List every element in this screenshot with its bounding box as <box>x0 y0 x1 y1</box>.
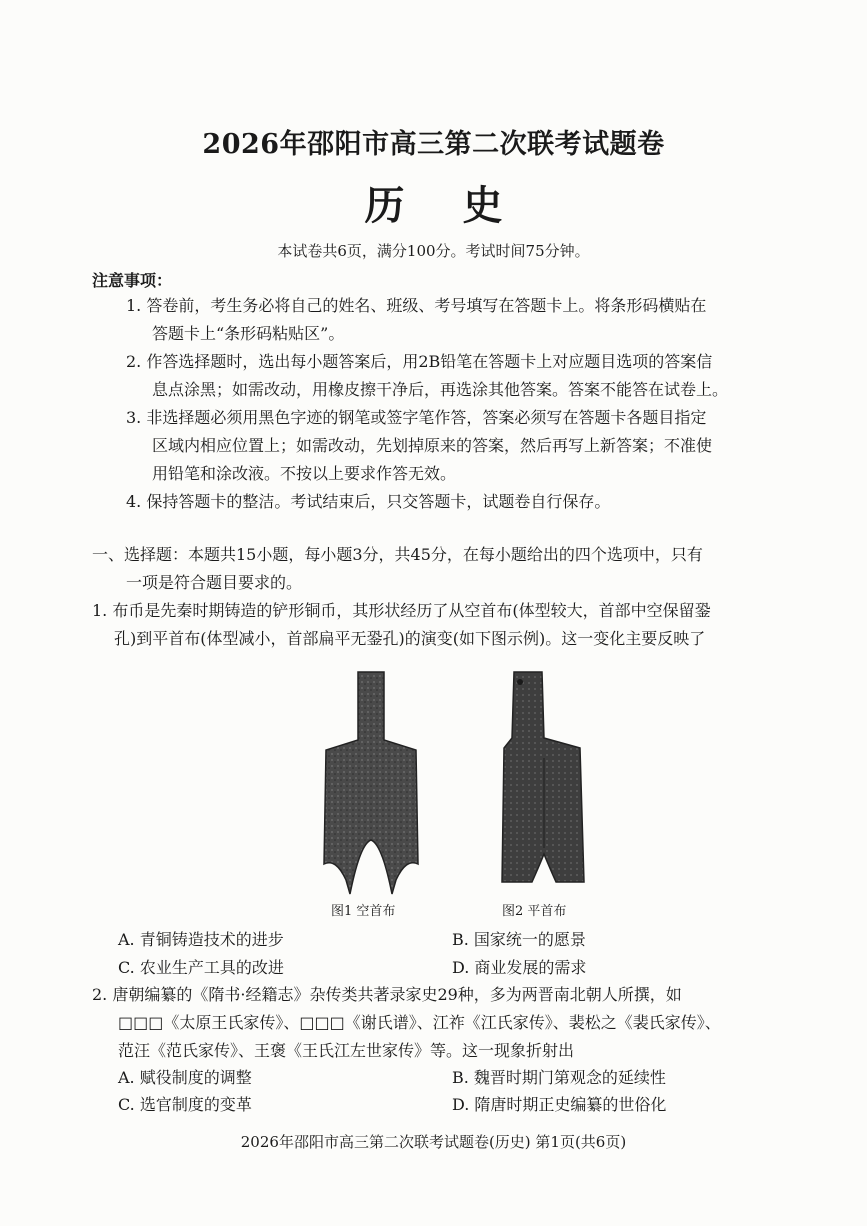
exam-title: 2026年邵阳市高三第二次联考试题卷 <box>202 129 665 160</box>
notice-line-5: 3. 非选择题必须用黑色字迹的钢笔或签字笔作答，答案必须写在答题卡各题目指定 <box>126 408 707 427</box>
q2-stem-line-1: 2. 唐朝编纂的《隋书·经籍志》杂传类共著录家史29种，多为两晋南北朝人所撰，如 <box>92 985 682 1004</box>
q1-stem-line-1: 1. 布币是先秦时期铸造的铲形铜币，其形状经历了从空首布(体型较大，首部中空保留銎 <box>92 601 711 620</box>
q2-option-c: C. 选官制度的变革 <box>118 1095 252 1114</box>
notice-line-1: 1. 答卷前，考生务必将自己的姓名、班级、考号填写在答题卡上。将条形码横贴在 <box>126 296 707 315</box>
q1-option-b: B. 国家统一的愿景 <box>452 930 586 949</box>
figure-2-caption: 图2 平首布 <box>502 904 567 919</box>
notice-line-4: 息点涂黑；如需改动，用橡皮擦干净后，再选涂其他答案。答案不能答在试卷上。 <box>152 380 729 399</box>
notice-line-7: 用铅笔和涂改液。不按以上要求作答无效。 <box>152 464 457 483</box>
q2-option-b: B. 魏晋时期门第观念的延续性 <box>452 1068 666 1087</box>
page-footer: 2026年邵阳市高三第二次联考试题卷(历史) 第1页(共6页) <box>240 1133 627 1151</box>
notice-line-2: 答题卡上“条形码粘贴区”。 <box>152 324 345 343</box>
notice-line-8: 4. 保持答题卡的整洁。考试结束后，只交答题卡，试题卷自行保存。 <box>126 492 611 511</box>
figure-1-caption: 图1 空首布 <box>331 904 396 919</box>
q1-option-c: C. 农业生产工具的改进 <box>118 958 284 977</box>
q2-stem-line-2: □□□《太原王氏家传》、□□□《谢氏谱》、江祚《江氏家传》、裴松之《裴氏家传》、 <box>118 1013 721 1032</box>
hollow-head-spade-coin-image <box>318 668 424 896</box>
section-heading-line-1: 一、选择题：本题共15小题，每小题3分，共45分，在每小题给出的四个选项中，只有 <box>92 545 703 564</box>
flat-head-spade-coin-image <box>496 668 590 890</box>
notice-line-6: 区域内相应位置上；如需改动，先划掉原来的答案，然后再写上新答案；不准使 <box>152 436 713 455</box>
q1-option-a: A. 青铜铸造技术的进步 <box>118 930 284 949</box>
notice-line-3: 2. 作答选择题时，选出每小题答案后，用2B铅笔在答题卡上对应题目选项的答案信 <box>126 352 713 371</box>
q2-stem-line-3: 范汪《范氏家传》、王褒《王氏江左世家传》等。这一现象折射出 <box>118 1041 575 1060</box>
q2-option-d: D. 隋唐时期正史编纂的世俗化 <box>452 1095 667 1114</box>
q1-stem-line-2: 孔)到平首布(体型减小，首部扁平无銎孔)的演变(如下图示例)。这一变化主要反映了 <box>114 629 706 648</box>
section-heading-line-2: 一项是符合题目要求的。 <box>126 573 303 592</box>
exam-info: 本试卷共6页，满分100分。考试时间75分钟。 <box>277 242 590 260</box>
subject-title: 历 史 <box>364 182 525 229</box>
notice-heading: 注意事项： <box>92 271 173 290</box>
q2-option-a: A. 赋役制度的调整 <box>118 1068 252 1087</box>
q1-option-d: D. 商业发展的需求 <box>452 958 587 977</box>
